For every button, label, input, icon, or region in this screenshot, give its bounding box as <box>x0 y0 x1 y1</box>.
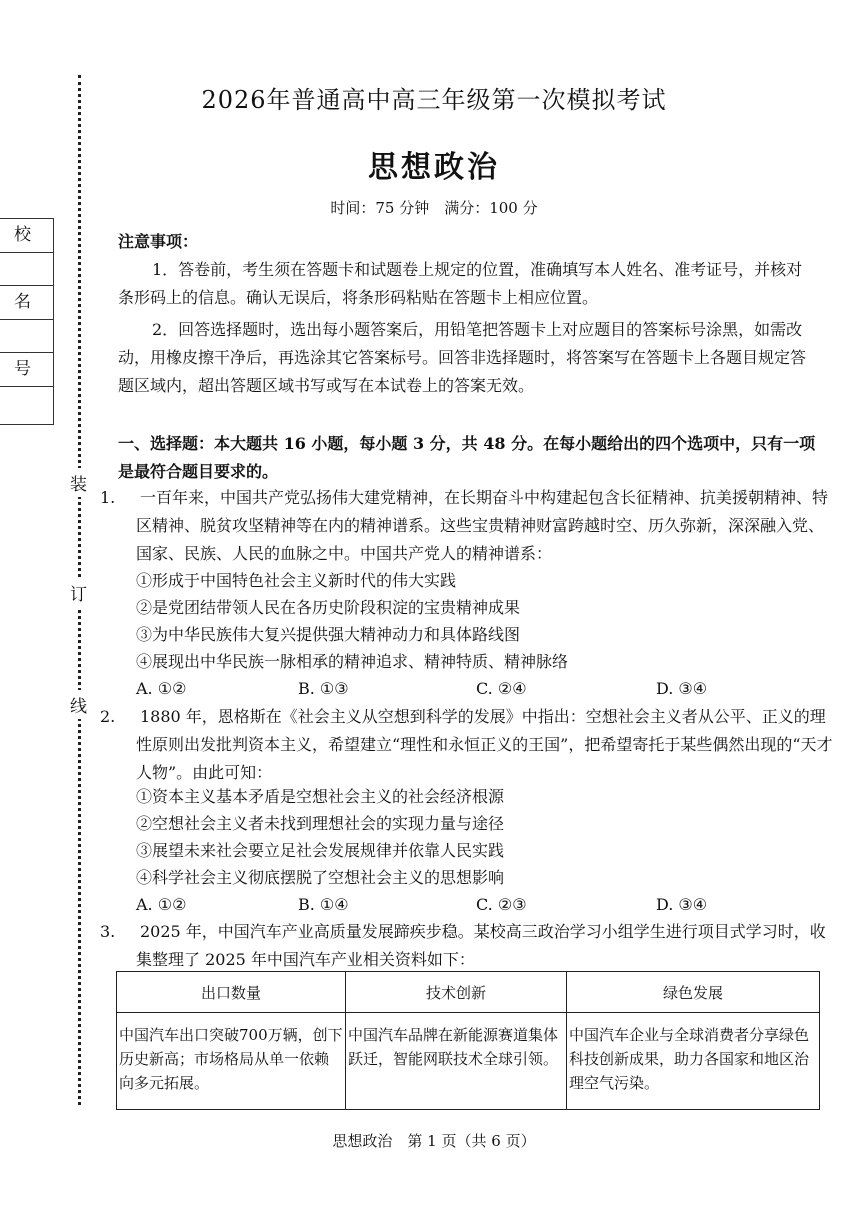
note-item-1: 1．答卷前，考生须在答题卡和试题卷上规定的位置，准确填写本人姓名、准考证号，并核对条形码上的信息。确认无误后，将条形码粘贴在答题卡上相应位置。 <box>118 260 803 307</box>
q1-option-1: ①形成于中国特色社会主义新时代的伟大实践 <box>136 571 457 590</box>
q2-choice-c: C. ②③ <box>476 895 527 914</box>
table-header-tech: 技术创新 <box>346 972 567 1013</box>
q2-option-2: ②空想社会主义者未找到理想社会的实现力量与途径 <box>136 814 505 833</box>
school-field <box>0 253 53 287</box>
q1-choice-b: B. ①③ <box>298 679 349 698</box>
name-label: 名 <box>0 286 53 320</box>
q1-option-4: ④展现出中华民族一脉相承的精神追求、精神特质、精神脉络 <box>136 652 569 671</box>
question-number: 1. <box>100 488 116 507</box>
table-cell-green: 中国汽车企业与全球消费者分享绿色科技创新成果，助力各国家和地区治理空气污染。 <box>567 1013 820 1110</box>
question-stem: 1880 年，恩格斯在《社会主义从空想到科学的发展》中指出：空想社会主义者从公平、正义的理性原则出发批判资本主义，希望建立“理性和永恒正义的王国”，把希望寄托于某些偶然出现的“天才人物”。由此可知： <box>136 707 833 782</box>
question-2 <box>100 703 836 787</box>
q1-option-3: ③为中华民族伟大复兴提供强大精神动力和具体路线图 <box>136 625 521 644</box>
q1-choices <box>136 675 776 703</box>
q2-choice-b: B. ①④ <box>298 895 349 914</box>
q2-option-1: ①资本主义基本矛盾是空想社会主义的社会经济根源 <box>136 787 505 806</box>
question-number: 2. <box>100 707 116 726</box>
section-heading: 一、选择题：本大题共 16 小题，每小题 3 分，共 48 分。在每小题给出的四个选项中，只有一项是最符合题目要求的。 <box>118 434 816 481</box>
question-stem: 一百年来，中国共产党弘扬伟大建党精神，在长期奋斗中构建起包含长征精神、抗美援朝精神、特区精神、脱贫攻坚精神等在内的精神谱系。这些宝贵精神财富跨越时空、历久弥新，深深融入党、国家、民族、人民的血脉之中。中国共产党人的精神谱系： <box>136 488 829 563</box>
table-header-export: 出口数量 <box>117 972 346 1013</box>
binding-char-zhuang: 装 <box>70 468 87 497</box>
question-number: 3. <box>100 922 116 941</box>
table-header-row <box>117 972 820 1013</box>
q2-option-3: ③展望未来社会要立足社会发展规律并依靠人民实践 <box>136 841 505 860</box>
q1-choice-a: A. ①② <box>136 679 187 698</box>
q1-choice-d: D. ③④ <box>656 679 708 698</box>
question-1 <box>100 484 836 568</box>
table-cell-tech: 中国汽车品牌在新能源赛道集体跃迁，智能网联技术全球引领。 <box>346 1013 567 1110</box>
q2-choices <box>136 891 776 919</box>
question-3 <box>100 918 836 974</box>
school-label: 校 <box>0 219 53 253</box>
q2-choice-a: A. ①② <box>136 895 187 914</box>
time-score: 时间：75 分钟 满分：100 分 <box>330 199 538 217</box>
table-cell-export: 中国汽车出口突破700万辆，创下历史新高；市场格局从单一依赖向多元拓展。 <box>117 1013 346 1110</box>
notes-heading: 注意事项： <box>118 232 199 251</box>
number-field <box>0 387 53 421</box>
question-stem: 2025 年，中国汽车产业高质量发展蹄疾步稳。某校高三政治学习小组学生进行项目式学习时，收集整理了 2025 年中国汽车产业相关资料如下： <box>136 922 826 969</box>
q1-option-2: ②是党团结带领人民在各历史阶段积淀的宝贵精神成果 <box>136 598 521 617</box>
number-label: 号 <box>0 353 53 387</box>
table-row <box>117 1013 820 1110</box>
subject-title: 思想政治 <box>368 150 500 185</box>
binding-char-ding: 订 <box>70 578 87 607</box>
auto-industry-table <box>116 971 820 1110</box>
page-footer: 思想政治 第 1 页（共 6 页） <box>332 1132 536 1150</box>
q1-choice-c: C. ②④ <box>476 679 527 698</box>
student-info-box <box>0 218 54 425</box>
name-field <box>0 320 53 354</box>
q2-choice-d: D. ③④ <box>656 895 708 914</box>
note-item-2: 2．回答选择题时，选出每小题答案后，用铅笔把答题卡上对应题目的答案标号涂黑，如需改动，用橡皮擦干净后，再选涂其它答案标号。回答非选择题时，将答案写在答题卡上各题目规定答题区域内，超出答题区域书写或写在本试卷上的答案无效。 <box>118 320 807 395</box>
q2-option-4: ④科学社会主义彻底摆脱了空想社会主义的思想影响 <box>136 868 505 887</box>
table-header-green: 绿色发展 <box>567 972 820 1013</box>
exam-title: 2026年普通高中高三年级第一次模拟考试 <box>201 86 667 114</box>
binding-char-xian: 线 <box>70 690 87 719</box>
